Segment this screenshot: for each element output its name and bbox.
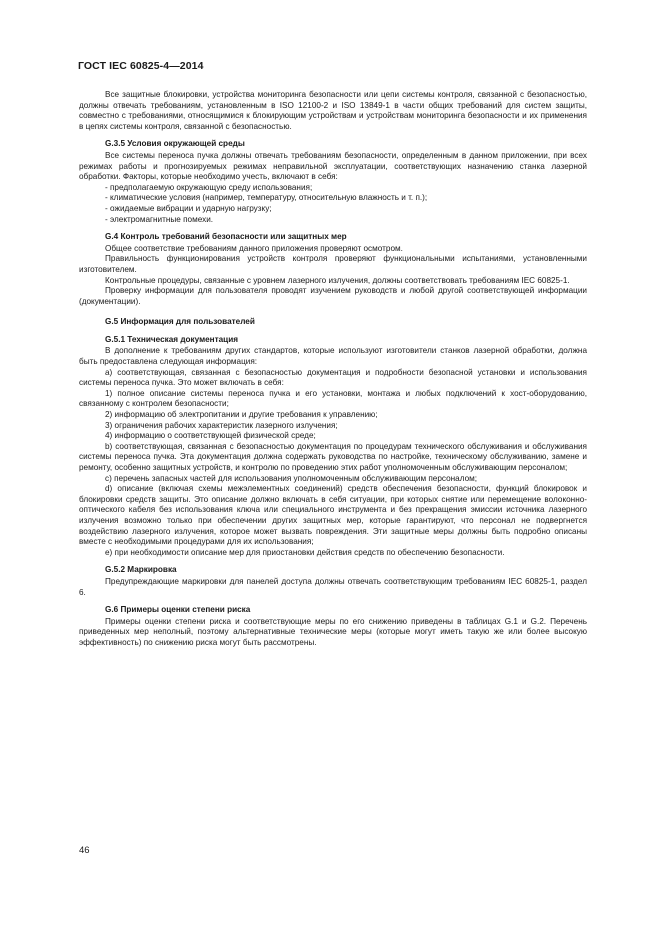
list-item: d) описание (включая схемы межэлементных соединений) средств обеспечения безопасности, функций блокировок и блокировки средств защиты. Это описание должно включать в себя ситуации, при которых снятие или перемещение волоконно-оптического кабеля без использования ключа или специального инструмента и без прекращения эмиссии источника лазерного излучения возможно только при обеспечении других защитных мер, которые гарантируют, что персонал не подвергнется воздействию лазерного излучения, которое может вызвать повреждения. Эти защитные меры должны быть подробно описаны вместе с необходимыми процедурами для их использования; xyxy=(79,484,587,547)
section-heading: G.5 Информация для пользователей xyxy=(105,317,255,327)
list-item: 2) информацию об электропитании и другие требования к управлению; xyxy=(105,410,378,420)
page-number: 46 xyxy=(79,845,90,856)
list-item: 1) полное описание системы переноса пучка и его установки, монтажа и любых подключений к хост-оборудованию, связанному с контролем безопасности; xyxy=(79,388,587,409)
paragraph: Предупреждающие маркировки для панелей доступа должны отвечать соответствующим требованиям IEC 60825-1, раздел 6. xyxy=(79,576,587,597)
list-item: а) соответствующая, связанная с безопасностью документация и подробности безопасной установки и использования системы переноса пучка. Это может включать в себя: xyxy=(79,367,587,388)
section-heading: G.3.5 Условия окружающей среды xyxy=(105,139,245,149)
subsection-heading: G.5.2 Маркировка xyxy=(105,565,177,575)
paragraph: Все системы переноса пучка должны отвечать требованиям безопасности, определенным в данном приложении, при всех режимах работы и прогнозируемых режимах неправильной эксплуатации, соответствующих назначению станка лазерной обработки. Факторы, которые необходимо учесть, включают в себя: xyxy=(79,150,587,182)
paragraph: Все защитные блокировки, устройства мониторинга безопасности или цепи системы контроля, связанной с безопасностью, должны отвечать требованиям, установленным в ISO 12100-2 и ISO 13849-1 в части общих требований для систем защиты, совместно с требованиями, относящимися к блокирующим устройствам и устройствам мониторинга безопасности и их применения в цепях системы контроля, связанной с безопасностью. xyxy=(79,90,587,131)
document-header: ГОСТ IEC 60825-4—2014 xyxy=(78,60,204,72)
list-item: е) при необходимости описание мер для приостановки действия средств по обеспечению безопасности. xyxy=(105,547,505,557)
list-item: b) соответствующая, связанная с безопасностью документация по процедурам технического обслуживания и обслуживания системы переноса пучка. Эта документация должна содержать руководства по настройке, техническому обслуживанию, замене и ремонту, особенно защитных устройств, и контролю по проведению этих работ уполномоченным обслуживающим персоналом; xyxy=(79,441,587,472)
paragraph: Правильность функционирования устройств контроля проверяют функциональными испытаниями, установленными изготовителем. xyxy=(79,254,587,274)
section-heading: G.4 Контроль требований безопасности или защитных мер xyxy=(105,232,347,242)
paragraph: Общее соответствие требованиям данного приложения проверяют осмотром. xyxy=(105,243,403,253)
list-item: 3) ограничения рабочих характеристик лазерного излучения; xyxy=(105,420,338,430)
list-item: - климатические условия (например, температуру, относительную влажность и т. п.); xyxy=(105,193,428,203)
paragraph: В дополнение к требованиям других стандартов, которые используют изготовители станков лазерной обработки, должна быть предоставлена следующая информация: xyxy=(79,346,587,367)
list-item: - предполагаемую окружающую среду использования; xyxy=(105,182,313,192)
subsection-heading: G.5.1 Техническая документация xyxy=(105,334,239,344)
section-heading: G.6 Примеры оценки степени риска xyxy=(105,605,251,615)
list-item: - электромагнитные помехи. xyxy=(105,214,214,224)
document-body xyxy=(79,90,587,649)
paragraph: Проверку информации для пользователя проводят изучением руководств и любой другой соответствующей информации (документации). xyxy=(79,286,587,306)
paragraph: Примеры оценки степени риска и соответствующие меры по его снижению приведены в таблицах G.1 и G.2. Перечень приведенных мер неполный, поэтому альтернативные технические меры (которые могут иметь такую же или более высокую эффективность) по снижению риска могут быть рассмотрены. xyxy=(79,616,587,647)
list-item: с) перечень запасных частей для использования уполномоченным обслуживающим персоналом; xyxy=(105,473,478,483)
list-item: - ожидаемые вибрации и ударную нагрузку; xyxy=(105,203,272,213)
list-item: 4) информацию о соответствующей физической среде; xyxy=(105,431,316,441)
paragraph: Контрольные процедуры, связанные с уровнем лазерного излучения, должны соответствовать требованиям IEC 60825-1. xyxy=(105,275,570,285)
